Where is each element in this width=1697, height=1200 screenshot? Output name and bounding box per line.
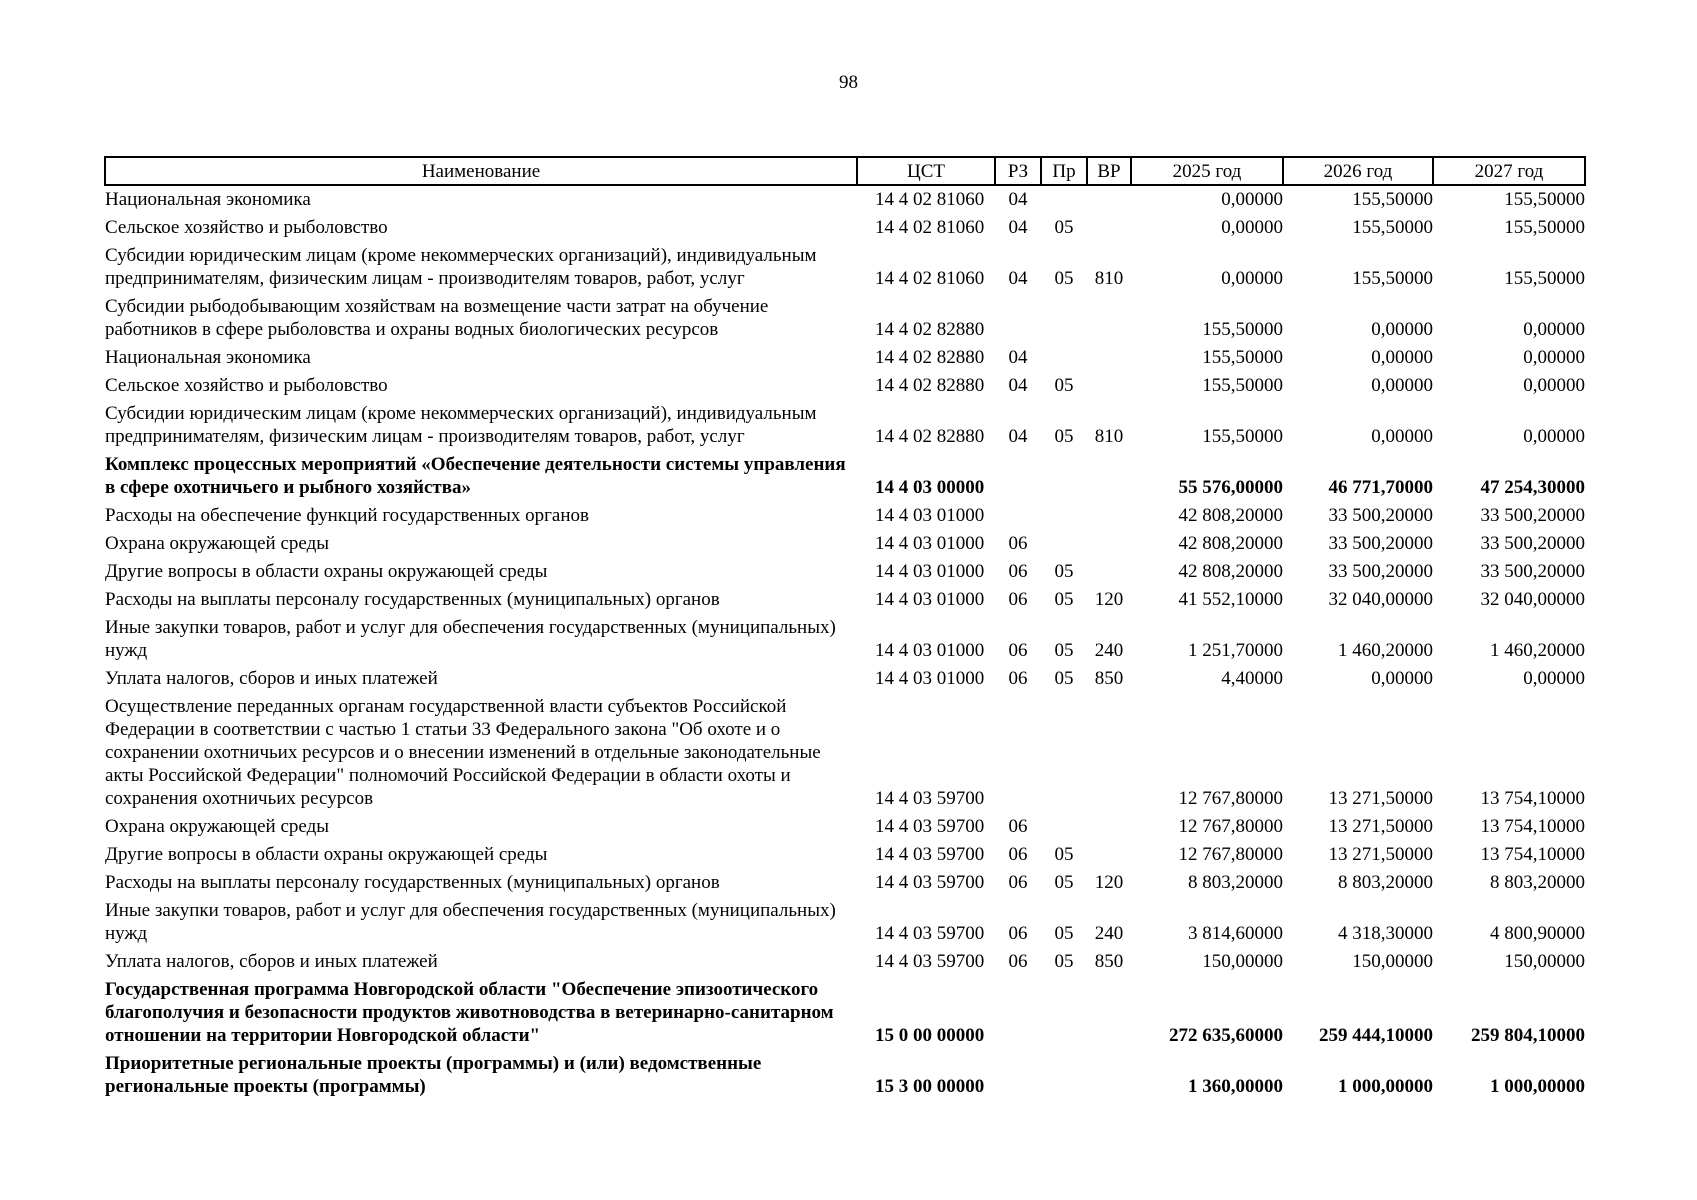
cell-2026: 4 318,30000 [1338, 923, 1433, 944]
cell-2025: 150,00000 [1202, 951, 1283, 972]
cell-2027: 0,00000 [1523, 347, 1585, 368]
cell-name: Государственная программа Новгородской области "Обеспечение эпизоотического благополучия и безопасности продуктов животноводства в ветеринарно-санитарном отношении на территории Новгородской области" [105, 979, 834, 1046]
table-row [105, 586, 1585, 614]
cell-name: Охрана окружающей среды [105, 816, 330, 837]
cell-2025: 155,50000 [1202, 319, 1283, 340]
cell-cst: 14 4 03 59700 [875, 788, 985, 809]
cell-vr [1087, 976, 1131, 1050]
cell-2025: 0,00000 [1221, 217, 1283, 238]
cell-rz [995, 1050, 1041, 1101]
cell-vr [1087, 558, 1131, 586]
cell-vr: 120 [1094, 872, 1124, 893]
cell-pr: 05 [1054, 561, 1074, 582]
cell-cst: 14 4 03 01000 [875, 668, 985, 689]
cell-2026: 1 460,20000 [1338, 640, 1433, 661]
header-2027: 2027 год [1433, 157, 1585, 185]
cell-rz: 04 [1008, 426, 1028, 447]
cell-rz: 06 [1008, 668, 1028, 689]
cell-rz [995, 693, 1041, 813]
cell-pr [1041, 693, 1087, 813]
cell-pr [1041, 813, 1087, 841]
cell-2026: 155,50000 [1352, 268, 1433, 289]
cell-cst: 14 4 03 59700 [875, 923, 985, 944]
table-row [105, 372, 1585, 400]
cell-cst: 14 4 02 81060 [875, 189, 985, 210]
cell-pr [1041, 185, 1087, 214]
table-body [105, 185, 1585, 1101]
cell-2025: 12 767,80000 [1178, 788, 1283, 809]
table-row [105, 242, 1585, 293]
cell-pr: 05 [1054, 951, 1074, 972]
cell-pr: 05 [1054, 268, 1074, 289]
table-row [105, 841, 1585, 869]
cell-2027: 8 803,20000 [1490, 872, 1585, 893]
table-row [105, 451, 1585, 502]
cell-2027: 0,00000 [1523, 668, 1585, 689]
cell-name: Приоритетные региональные проекты (программы) и (или) ведомственные региональные проекты (программы) [105, 1053, 762, 1097]
cell-name: Комплекс процессных мероприятий «Обеспечение деятельности системы управления в сфере охотничьего и рыбного хозяйства» [105, 454, 846, 498]
cell-2025: 4,40000 [1221, 668, 1283, 689]
cell-cst: 14 4 03 59700 [875, 816, 985, 837]
cell-name: Другие вопросы в области охраны окружающей среды [105, 844, 548, 865]
cell-rz [995, 451, 1041, 502]
cell-name: Субсидии рыбодобывающим хозяйствам на возмещение части затрат на обучение работников в сфере рыболовства и охраны водных биологических ресурсов [105, 296, 769, 340]
cell-2026: 0,00000 [1371, 375, 1433, 396]
cell-cst: 14 4 02 82880 [875, 375, 985, 396]
table-header-row [105, 157, 1585, 185]
cell-name: Иные закупки товаров, работ и услуг для обеспечения государственных (муниципальных) нужд [105, 617, 836, 661]
table-row [105, 1050, 1585, 1101]
cell-2026: 0,00000 [1371, 426, 1433, 447]
cell-name: Сельское хозяйство и рыболовство [105, 217, 388, 238]
cell-vr [1087, 185, 1131, 214]
cell-rz: 04 [1008, 347, 1028, 368]
cell-2027: 0,00000 [1523, 319, 1585, 340]
cell-vr: 810 [1094, 268, 1124, 289]
cell-2025: 12 767,80000 [1178, 816, 1283, 837]
table-row [105, 693, 1585, 813]
cell-2026: 33 500,20000 [1328, 505, 1433, 526]
cell-vr: 850 [1094, 951, 1124, 972]
cell-2027: 155,50000 [1504, 268, 1585, 289]
cell-2026: 13 271,50000 [1328, 816, 1433, 837]
cell-2026: 155,50000 [1352, 217, 1433, 238]
header-cst: ЦСТ [857, 157, 995, 185]
cell-2026: 0,00000 [1371, 319, 1433, 340]
cell-cst: 15 0 00 00000 [875, 1025, 985, 1046]
cell-2026: 0,00000 [1371, 347, 1433, 368]
header-2026: 2026 год [1283, 157, 1433, 185]
cell-rz: 06 [1008, 844, 1028, 865]
cell-cst: 14 4 03 00000 [875, 477, 985, 498]
header-vr: ВР [1087, 157, 1131, 185]
cell-name: Национальная экономика [105, 347, 311, 368]
cell-2027: 155,50000 [1504, 189, 1585, 210]
cell-2027: 0,00000 [1523, 375, 1585, 396]
cell-pr [1041, 344, 1087, 372]
cell-rz: 06 [1008, 816, 1028, 837]
table-row [105, 293, 1585, 344]
cell-2027: 1 460,20000 [1490, 640, 1585, 661]
cell-name: Национальная экономика [105, 189, 311, 210]
cell-2025: 8 803,20000 [1188, 872, 1283, 893]
cell-cst: 14 4 03 59700 [875, 951, 985, 972]
cell-vr: 120 [1094, 589, 1124, 610]
cell-pr [1041, 451, 1087, 502]
cell-2026: 32 040,00000 [1328, 589, 1433, 610]
cell-name: Уплата налогов, сборов и иных платежей [105, 951, 438, 972]
cell-2026: 46 771,70000 [1328, 477, 1433, 498]
cell-name: Сельское хозяйство и рыболовство [105, 375, 388, 396]
cell-rz: 06 [1008, 589, 1028, 610]
table-row [105, 558, 1585, 586]
header-pr: Пр [1041, 157, 1087, 185]
cell-2025: 12 767,80000 [1178, 844, 1283, 865]
cell-2025: 42 808,20000 [1178, 561, 1283, 582]
cell-2025: 0,00000 [1221, 189, 1283, 210]
cell-name: Расходы на выплаты персоналу государственных (муниципальных) органов [105, 872, 720, 893]
cell-pr: 05 [1054, 844, 1074, 865]
cell-2027: 155,50000 [1504, 217, 1585, 238]
cell-pr [1041, 502, 1087, 530]
cell-name: Субсидии юридическим лицам (кроме некоммерческих организаций), индивидуальным предпринимателям, физическим лицам - производителям товаров, работ, услуг [105, 245, 817, 289]
cell-2027: 150,00000 [1504, 951, 1585, 972]
cell-2026: 1 000,00000 [1338, 1076, 1433, 1097]
cell-2027: 33 500,20000 [1480, 505, 1585, 526]
cell-vr [1087, 293, 1131, 344]
cell-pr [1041, 530, 1087, 558]
cell-rz: 06 [1008, 640, 1028, 661]
cell-2025: 42 808,20000 [1178, 505, 1283, 526]
cell-pr: 05 [1054, 640, 1074, 661]
cell-2027: 13 754,10000 [1480, 816, 1585, 837]
cell-2026: 0,00000 [1371, 668, 1433, 689]
cell-2026: 8 803,20000 [1338, 872, 1433, 893]
cell-pr [1041, 293, 1087, 344]
cell-name: Уплата налогов, сборов и иных платежей [105, 668, 438, 689]
cell-vr [1087, 530, 1131, 558]
table-row [105, 897, 1585, 948]
cell-pr: 05 [1054, 923, 1074, 944]
cell-vr: 240 [1094, 640, 1124, 661]
cell-cst: 14 4 02 82880 [875, 426, 985, 447]
cell-name: Иные закупки товаров, работ и услуг для обеспечения государственных (муниципальных) нужд [105, 900, 836, 944]
cell-2027: 0,00000 [1523, 426, 1585, 447]
header-name: Наименование [105, 157, 857, 185]
cell-2025: 155,50000 [1202, 426, 1283, 447]
cell-cst: 14 4 02 81060 [875, 268, 985, 289]
table-row [105, 665, 1585, 693]
table-row [105, 344, 1585, 372]
table-row [105, 185, 1585, 214]
cell-rz: 06 [1008, 923, 1028, 944]
cell-name: Расходы на обеспечение функций государственных органов [105, 505, 589, 526]
header-2025: 2025 год [1131, 157, 1283, 185]
cell-2027: 259 804,10000 [1471, 1025, 1585, 1046]
cell-rz: 04 [1008, 375, 1028, 396]
cell-2025: 0,00000 [1221, 268, 1283, 289]
header-rz: РЗ [995, 157, 1041, 185]
cell-vr [1087, 693, 1131, 813]
cell-2025: 272 635,60000 [1169, 1025, 1283, 1046]
cell-2025: 155,50000 [1202, 347, 1283, 368]
cell-pr: 05 [1054, 217, 1074, 238]
table-row [105, 948, 1585, 976]
cell-vr [1087, 1050, 1131, 1101]
cell-vr: 810 [1094, 426, 1124, 447]
cell-cst: 14 4 03 01000 [875, 640, 985, 661]
cell-name: Осуществление переданных органам государственной власти субъектов Российской Федерации в соответствии с частью 1 статьи 33 Федерального закона "Об охоте и о сохранении охотничьих ресурсов и о внесении изменений в отдельные законодательные акты Российской Федерации" полномочий Российской Федерации в области охоты и сохранения охотничьих ресурсов [105, 696, 821, 809]
cell-name: Охрана окружающей среды [105, 533, 330, 554]
table-row [105, 976, 1585, 1050]
cell-vr [1087, 502, 1131, 530]
cell-2027: 4 800,90000 [1490, 923, 1585, 944]
cell-2027: 32 040,00000 [1480, 589, 1585, 610]
cell-2026: 155,50000 [1352, 189, 1433, 210]
cell-pr: 05 [1054, 872, 1074, 893]
table-row [105, 502, 1585, 530]
cell-cst: 14 4 03 01000 [875, 561, 985, 582]
table-row [105, 530, 1585, 558]
table-row [105, 614, 1585, 665]
cell-rz [995, 976, 1041, 1050]
cell-2027: 47 254,30000 [1480, 477, 1585, 498]
cell-2026: 150,00000 [1352, 951, 1433, 972]
cell-2025: 41 552,10000 [1178, 589, 1283, 610]
page-number: 98 [839, 72, 858, 93]
table-row [105, 869, 1585, 897]
cell-cst: 15 3 00 00000 [875, 1076, 985, 1097]
cell-rz: 04 [1008, 217, 1028, 238]
cell-vr [1087, 344, 1131, 372]
cell-pr: 05 [1054, 668, 1074, 689]
cell-vr: 240 [1094, 923, 1124, 944]
cell-pr: 05 [1054, 375, 1074, 396]
cell-2025: 1 251,70000 [1188, 640, 1283, 661]
cell-vr [1087, 813, 1131, 841]
cell-rz [995, 293, 1041, 344]
table-row [105, 400, 1585, 451]
cell-2026: 33 500,20000 [1328, 533, 1433, 554]
cell-2025: 1 360,00000 [1188, 1076, 1283, 1097]
cell-2027: 33 500,20000 [1480, 561, 1585, 582]
cell-cst: 14 4 03 01000 [875, 505, 985, 526]
cell-rz: 04 [1008, 189, 1028, 210]
cell-cst: 14 4 03 01000 [875, 533, 985, 554]
cell-2027: 13 754,10000 [1480, 788, 1585, 809]
cell-rz: 06 [1008, 951, 1028, 972]
cell-rz [995, 502, 1041, 530]
cell-2025: 55 576,00000 [1178, 477, 1283, 498]
cell-rz: 06 [1008, 872, 1028, 893]
cell-2026: 13 271,50000 [1328, 844, 1433, 865]
cell-cst: 14 4 03 01000 [875, 589, 985, 610]
cell-2025: 155,50000 [1202, 375, 1283, 396]
cell-pr: 05 [1054, 589, 1074, 610]
table-row [105, 813, 1585, 841]
cell-2026: 13 271,50000 [1328, 788, 1433, 809]
cell-cst: 14 4 02 81060 [875, 217, 985, 238]
cell-pr: 05 [1054, 426, 1074, 447]
cell-2027: 13 754,10000 [1480, 844, 1585, 865]
cell-2026: 259 444,10000 [1319, 1025, 1433, 1046]
cell-name: Другие вопросы в области охраны окружающей среды [105, 561, 548, 582]
cell-2025: 42 808,20000 [1178, 533, 1283, 554]
cell-pr [1041, 1050, 1087, 1101]
cell-cst: 14 4 02 82880 [875, 347, 985, 368]
cell-cst: 14 4 03 59700 [875, 844, 985, 865]
cell-vr [1087, 372, 1131, 400]
cell-vr [1087, 451, 1131, 502]
cell-2026: 33 500,20000 [1328, 561, 1433, 582]
cell-rz: 06 [1008, 533, 1028, 554]
cell-name: Расходы на выплаты персоналу государственных (муниципальных) органов [105, 589, 720, 610]
cell-vr [1087, 841, 1131, 869]
cell-2027: 1 000,00000 [1490, 1076, 1585, 1097]
cell-2027: 33 500,20000 [1480, 533, 1585, 554]
table-row [105, 214, 1585, 242]
cell-pr [1041, 976, 1087, 1050]
cell-2025: 3 814,60000 [1188, 923, 1283, 944]
cell-cst: 14 4 02 82880 [875, 319, 985, 340]
cell-name: Субсидии юридическим лицам (кроме некоммерческих организаций), индивидуальным предпринимателям, физическим лицам - производителям товаров, работ, услуг [105, 403, 817, 447]
cell-rz: 04 [1008, 268, 1028, 289]
cell-rz: 06 [1008, 561, 1028, 582]
cell-vr [1087, 214, 1131, 242]
cell-cst: 14 4 03 59700 [875, 872, 985, 893]
cell-vr: 850 [1094, 668, 1124, 689]
budget-table [104, 156, 1586, 1101]
